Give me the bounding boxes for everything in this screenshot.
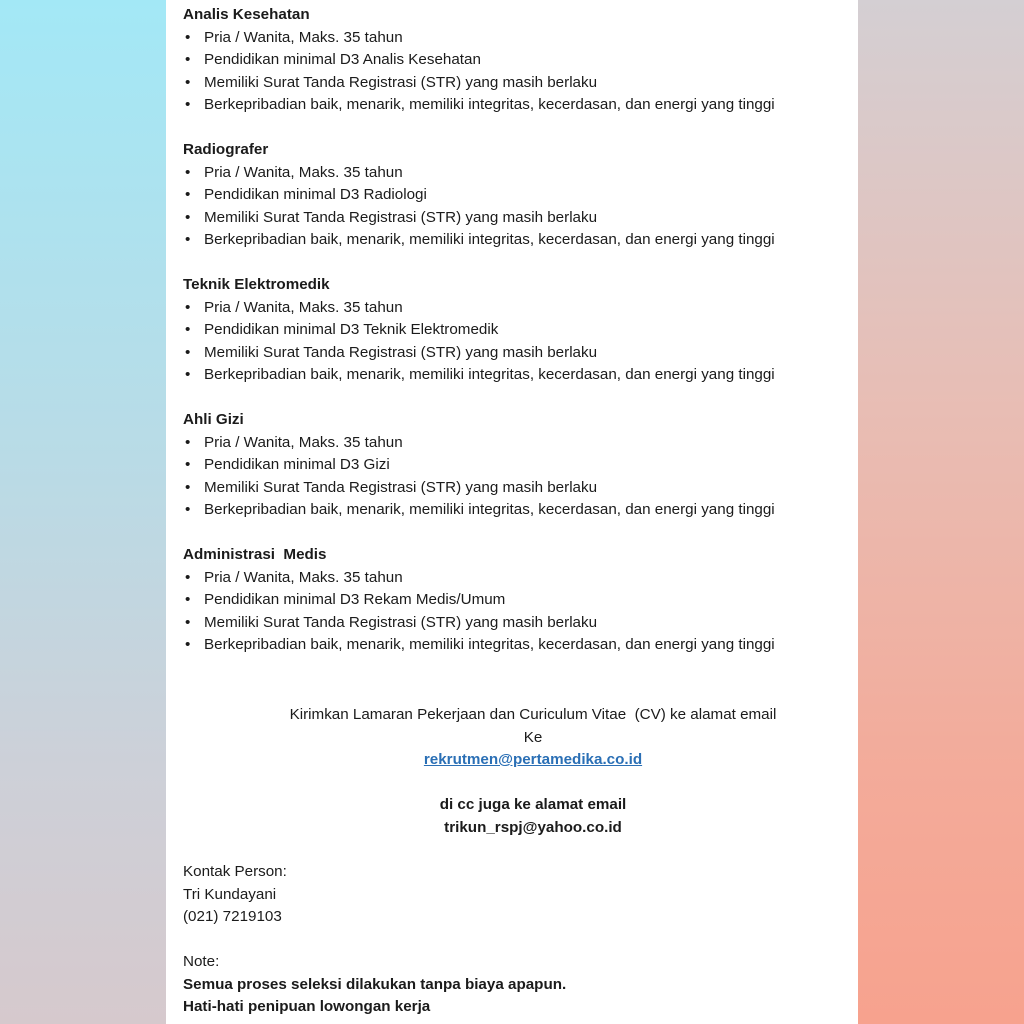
section-title: Administrasi Medis bbox=[183, 546, 327, 563]
requirement-list bbox=[183, 567, 855, 657]
requirement-item: • Pria / Wanita, Maks. 35 tahun bbox=[183, 432, 855, 455]
requirement-item: • Pria / Wanita, Maks. 35 tahun bbox=[183, 297, 855, 320]
recruitment-email-link[interactable]: rekrutmen@pertamedika.co.id bbox=[423, 751, 643, 768]
requirement-item: • Memiliki Surat Tanda Registrasi (STR) yang masih berlaku bbox=[183, 207, 855, 230]
section-radiografer bbox=[183, 139, 855, 252]
apply-instruction-text: Kirimkan Lamaran Pekerjaan dan Curiculum Vitae (CV) ke alamat email bbox=[289, 706, 777, 723]
requirement-item: • Berkepribadian baik, menarik, memiliki integritas, kecerdasan, dan energi yang tinggi bbox=[183, 94, 855, 117]
contact-phone: (021) 7219103 bbox=[183, 908, 282, 925]
apply-instruction-to: Ke bbox=[523, 728, 543, 746]
requirements-list bbox=[183, 4, 855, 679]
requirement-item: • Memiliki Surat Tanda Registrasi (STR) yang masih berlaku bbox=[183, 612, 855, 635]
requirement-item: • Pendidikan minimal D3 Rekam Medis/Umum bbox=[183, 589, 855, 612]
note-line-fee: Semua proses seleksi dilakukan tanpa biaya apapun. bbox=[183, 975, 567, 993]
section-title: Ahli Gizi bbox=[183, 411, 244, 428]
section-title: Radiografer bbox=[183, 141, 269, 158]
requirement-list bbox=[183, 162, 855, 252]
requirement-list bbox=[183, 27, 855, 117]
requirement-list bbox=[183, 432, 855, 522]
section-title: Analis Kesehatan bbox=[183, 6, 310, 23]
cc-label: di cc juga ke alamat email bbox=[439, 796, 627, 813]
job-posting-document bbox=[166, 0, 858, 1024]
requirement-item: • Pria / Wanita, Maks. 35 tahun bbox=[183, 162, 855, 185]
background-frame-right bbox=[858, 0, 1024, 1024]
note-label: Note: bbox=[183, 953, 220, 970]
spacer bbox=[183, 929, 566, 952]
spacer bbox=[166, 772, 858, 795]
requirement-item: • Berkepribadian baik, menarik, memiliki integritas, kecerdasan, dan energi yang tinggi bbox=[183, 229, 855, 252]
requirement-item: • Pendidikan minimal D3 Analis Kesehatan bbox=[183, 49, 855, 72]
section-ahli-gizi bbox=[183, 409, 855, 522]
contact-label: Kontak Person: bbox=[183, 863, 287, 880]
contact-name: Tri Kundayani bbox=[183, 885, 277, 903]
cc-email: trikun_rspj@yahoo.co.id bbox=[444, 818, 622, 836]
requirement-list bbox=[183, 297, 855, 387]
section-title: Teknik Elektromedik bbox=[183, 276, 330, 293]
requirement-item: • Berkepribadian baik, menarik, memiliki integritas, kecerdasan, dan energi yang tinggi bbox=[183, 364, 855, 387]
section-administrasi-medis bbox=[183, 544, 855, 657]
requirement-item: • Memiliki Surat Tanda Registrasi (STR) yang masih berlaku bbox=[183, 477, 855, 500]
requirement-item: • Memiliki Surat Tanda Registrasi (STR) yang masih berlaku bbox=[183, 342, 855, 365]
requirement-item: • Berkepribadian baik, menarik, memiliki integritas, kecerdasan, dan energi yang tinggi bbox=[183, 634, 855, 657]
section-teknik-elektromedik bbox=[183, 274, 855, 387]
requirement-item: • Memiliki Surat Tanda Registrasi (STR) yang masih berlaku bbox=[183, 72, 855, 95]
requirement-item: • Pendidikan minimal D3 Radiologi bbox=[183, 184, 855, 207]
requirement-item: • Pria / Wanita, Maks. 35 tahun bbox=[183, 567, 855, 590]
requirement-item: • Pria / Wanita, Maks. 35 tahun bbox=[183, 27, 855, 50]
contact-and-note bbox=[183, 861, 566, 1019]
requirement-item: • Pendidikan minimal D3 Teknik Elektromedik bbox=[183, 319, 855, 342]
requirement-item: • Berkepribadian baik, menarik, memiliki integritas, kecerdasan, dan energi yang tinggi bbox=[183, 499, 855, 522]
background-frame-left bbox=[0, 0, 166, 1024]
section-analis-kesehatan bbox=[183, 4, 855, 117]
requirement-item: • Pendidikan minimal D3 Gizi bbox=[183, 454, 855, 477]
application-instructions bbox=[166, 704, 858, 839]
note-line-fraud-warning: Hati-hati penipuan lowongan kerja bbox=[183, 998, 431, 1015]
